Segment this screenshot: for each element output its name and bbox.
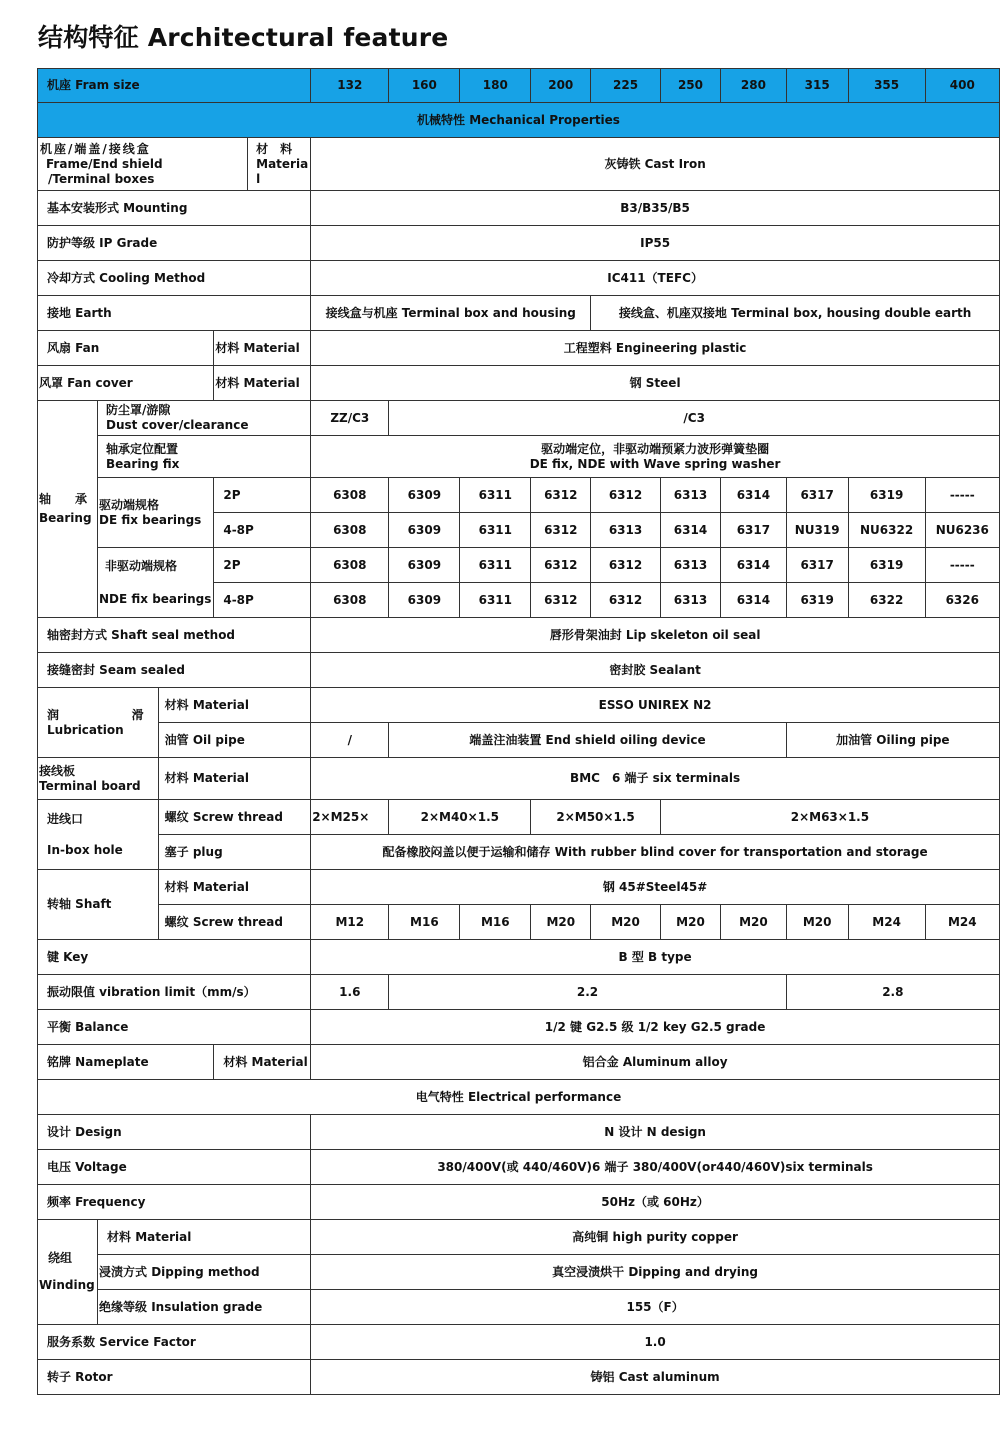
bearing-cell: 6317 — [721, 513, 787, 548]
bearing-cell: 6312 — [531, 478, 591, 513]
bearing-cell: 6314 — [721, 478, 787, 513]
bearing-cell: 6311 — [460, 513, 531, 548]
bearing-cell: 6312 — [591, 583, 661, 618]
fan-cover-label: 风罩 Fan cover — [38, 366, 214, 401]
inbox-thread-1: 2×M25× — [311, 800, 389, 835]
dipping-label: 浸渍方式 Dipping method — [98, 1255, 311, 1290]
shaft-thread-cell: M16 — [389, 905, 460, 940]
frame-size: 225 — [591, 69, 661, 103]
bearing-cell: NU6322 — [848, 513, 925, 548]
bearing-cell: ----- — [925, 478, 999, 513]
inbox-hole-label: 进线口 In-box hole — [38, 800, 159, 870]
frame-size: 280 — [721, 69, 787, 103]
frame-size-row — [38, 69, 1000, 103]
oil-pipe-value-1: / — [311, 723, 389, 758]
bearing-cell: 6309 — [389, 583, 460, 618]
bearing-fix-value: 驱动端定位，非驱动端预紧力波形弹簧垫圈 DE fix, NDE with Wave spring washer — [311, 436, 1000, 478]
shaft-thread-cell: M20 — [591, 905, 661, 940]
material-label: 材料 Material — [158, 758, 311, 800]
service-factor-value: 1.0 — [311, 1325, 1000, 1360]
bearing-cell: 6312 — [531, 583, 591, 618]
terminal-board-value: BMC 6 端子 six terminals — [311, 758, 1000, 800]
bearing-cell: NU6236 — [925, 513, 999, 548]
bearing-cell: 6313 — [660, 583, 720, 618]
balance-value: 1/2 键 G2.5 级 1/2 key G2.5 grade — [311, 1010, 1000, 1045]
shaft-thread-cell: M24 — [925, 905, 999, 940]
frame-shield-label: 机座/端盖/接线盒 Frame/End shield /Terminal boxes — [38, 138, 248, 191]
shaft-thread-cell: M20 — [721, 905, 787, 940]
ip-label: 防护等级 IP Grade — [38, 226, 311, 261]
shaft-thread-cell: M12 — [311, 905, 389, 940]
dipping-value: 真空浸渍烘干 Dipping and drying — [311, 1255, 1000, 1290]
pole-label: 2P — [214, 478, 311, 513]
shaft-thread-cell: M16 — [460, 905, 531, 940]
bearing-cell: 6308 — [311, 583, 389, 618]
bearing-cell: 6311 — [460, 548, 531, 583]
material-label: 材料 Material — [158, 688, 311, 723]
bearing-cell: NU319 — [786, 513, 848, 548]
shaft-thread-cell: M20 — [786, 905, 848, 940]
material-label: 材料 Material — [214, 1045, 311, 1080]
material-label: 材 料 Materia l — [248, 138, 311, 191]
rotor-label: 转子 Rotor — [38, 1360, 311, 1395]
oil-pipe-value-3: 加油管 Oiling pipe — [786, 723, 999, 758]
vibration-value-3: 2.8 — [786, 975, 999, 1010]
bearing-cell: 6309 — [389, 548, 460, 583]
dust-cover-value-2: /C3 — [389, 401, 1000, 436]
frame-size: 180 — [460, 69, 531, 103]
ip-value: IP55 — [311, 226, 1000, 261]
bearing-cell: 6312 — [591, 548, 661, 583]
vibration-value-1: 1.6 — [311, 975, 389, 1010]
frame-size: 160 — [389, 69, 460, 103]
vibration-label: 振动限值 vibration limit（mm/s） — [38, 975, 311, 1010]
bearing-cell: 6314 — [721, 583, 787, 618]
plug-value: 配备橡胶闷盖以便于运输和储存 With rubber blind cover for transportation and storage — [311, 835, 1000, 870]
shaft-label: 转轴 Shaft — [38, 870, 159, 940]
plug-label: 塞子 plug — [158, 835, 311, 870]
bearing-cell: 6312 — [531, 548, 591, 583]
material-label: 材料 Material — [214, 366, 311, 401]
mechanical-section-header: 机械特性 Mechanical Properties — [38, 103, 1000, 138]
bearing-label: 轴 承 Bearing — [38, 401, 98, 618]
design-label: 设计 Design — [38, 1115, 311, 1150]
earth-value-1: 接线盒与机座 Terminal box and housing — [311, 296, 591, 331]
vibration-value-2: 2.2 — [389, 975, 786, 1010]
bearing-cell: 6314 — [660, 513, 720, 548]
rotor-value: 铸铝 Cast aluminum — [311, 1360, 1000, 1395]
bearing-cell: 6319 — [786, 583, 848, 618]
earth-label: 接地 Earth — [38, 296, 311, 331]
fan-cover-value: 钢 Steel — [311, 366, 1000, 401]
dust-cover-value-1: ZZ/C3 — [311, 401, 389, 436]
bearing-cell: 6312 — [591, 478, 661, 513]
key-value: B 型 B type — [311, 940, 1000, 975]
material-label: 材料 Material — [98, 1220, 311, 1255]
nameplate-value: 铝合金 Aluminum alloy — [311, 1045, 1000, 1080]
mounting-value: B3/B35/B5 — [311, 191, 1000, 226]
shaft-seal-label: 轴密封方式 Shaft seal method — [38, 618, 311, 653]
bearing-cell: 6322 — [848, 583, 925, 618]
dust-cover-label: 防尘罩/游隙 Dust cover/clearance — [98, 401, 311, 436]
winding-label: 绕组 Winding — [38, 1220, 98, 1325]
terminal-board-label: 接线板 Terminal board — [38, 758, 159, 800]
earth-value-2: 接线盒、机座双接地 Terminal box, housing double earth — [591, 296, 1000, 331]
inbox-thread-2: 2×M40×1.5 — [389, 800, 531, 835]
fan-value: 工程塑料 Engineering plastic — [311, 331, 1000, 366]
oil-pipe-label: 油管 Oil pipe — [158, 723, 311, 758]
frame-size: 250 — [660, 69, 720, 103]
bearing-cell: 6308 — [311, 513, 389, 548]
lubrication-material-value: ESSO UNIREX N2 — [311, 688, 1000, 723]
service-factor-label: 服务系数 Service Factor — [38, 1325, 311, 1360]
shaft-thread-cell: M20 — [531, 905, 591, 940]
inbox-thread-3: 2×M50×1.5 — [531, 800, 661, 835]
frame-size: 200 — [531, 69, 591, 103]
bearing-cell: 6317 — [786, 548, 848, 583]
cooling-label: 冷却方式 Cooling Method — [38, 261, 311, 296]
frame-size: 400 — [925, 69, 999, 103]
shaft-thread-cell: M24 — [848, 905, 925, 940]
bearing-cell: 6309 — [389, 478, 460, 513]
page-title: 结构特征 Architectural feature — [38, 23, 449, 52]
voltage-label: 电压 Voltage — [38, 1150, 311, 1185]
bearing-cell: 6311 — [460, 583, 531, 618]
frame-size-label: 机座 Fram size — [38, 69, 311, 103]
bearing-cell: 6313 — [660, 478, 720, 513]
bearing-cell: 6311 — [460, 478, 531, 513]
spec-table — [37, 68, 1000, 1395]
pole-label: 4-8P — [214, 583, 311, 618]
key-label: 键 Key — [38, 940, 311, 975]
shaft-material-value: 钢 45#Steel45# — [311, 870, 1000, 905]
bearing-cell: 6312 — [531, 513, 591, 548]
seam-label: 接缝密封 Seam sealed — [38, 653, 311, 688]
bearing-cell: 6308 — [311, 548, 389, 583]
inbox-thread-4: 2×M63×1.5 — [660, 800, 999, 835]
shaft-seal-value: 唇形骨架油封 Lip skeleton oil seal — [311, 618, 1000, 653]
frequency-label: 频率 Frequency — [38, 1185, 311, 1220]
bearing-cell: 6313 — [660, 548, 720, 583]
balance-label: 平衡 Balance — [38, 1010, 311, 1045]
bearing-cell: 6308 — [311, 478, 389, 513]
fan-label: 风扇 Fan — [38, 331, 214, 366]
frame-shield-value: 灰铸铁 Cast Iron — [311, 138, 1000, 191]
screw-thread-label: 螺纹 Screw thread — [158, 800, 311, 835]
bearing-cell: 6314 — [721, 548, 787, 583]
material-label: 材料 Material — [158, 870, 311, 905]
insulation-label: 绝缘等级 Insulation grade — [98, 1290, 311, 1325]
insulation-value: 155（F） — [311, 1290, 1000, 1325]
mounting-label: 基本安装形式 Mounting — [38, 191, 311, 226]
voltage-value: 380/400V(或 440/460V)6 端子 380/400V(or440/460V)six terminals — [311, 1150, 1000, 1185]
screw-thread-label: 螺纹 Screw thread — [158, 905, 311, 940]
bearing-cell: 6317 — [786, 478, 848, 513]
lubrication-label: 润 滑 Lubrication — [38, 688, 159, 758]
bearing-fix-label: 轴承定位配置 Bearing fix — [98, 436, 311, 478]
material-label: 材料 Material — [214, 331, 311, 366]
frequency-value: 50Hz（或 60Hz） — [311, 1185, 1000, 1220]
design-value: N 设计 N design — [311, 1115, 1000, 1150]
bearing-cell: 6319 — [848, 548, 925, 583]
bearing-cell: 6313 — [591, 513, 661, 548]
nde-bearing-label: 非驱动端规格 NDE fix bearings — [98, 548, 214, 618]
frame-size: 132 — [311, 69, 389, 103]
winding-material-value: 高纯铜 high purity copper — [311, 1220, 1000, 1255]
bearing-cell: 6309 — [389, 513, 460, 548]
pole-label: 4-8P — [214, 513, 311, 548]
oil-pipe-value-2: 端盖注油装置 End shield oiling device — [389, 723, 786, 758]
seam-value: 密封胶 Sealant — [311, 653, 1000, 688]
frame-size: 315 — [786, 69, 848, 103]
cooling-value: IC411（TEFC） — [311, 261, 1000, 296]
bearing-cell: 6326 — [925, 583, 999, 618]
pole-label: 2P — [214, 548, 311, 583]
de-bearing-label: 驱动端规格 DE fix bearings — [98, 478, 214, 548]
bearing-cell: ----- — [925, 548, 999, 583]
frame-size: 355 — [848, 69, 925, 103]
shaft-thread-cell: M20 — [660, 905, 720, 940]
bearing-cell: 6319 — [848, 478, 925, 513]
electrical-section-header: 电气特性 Electrical performance — [38, 1080, 1000, 1115]
nameplate-label: 铭牌 Nameplate — [38, 1045, 214, 1080]
